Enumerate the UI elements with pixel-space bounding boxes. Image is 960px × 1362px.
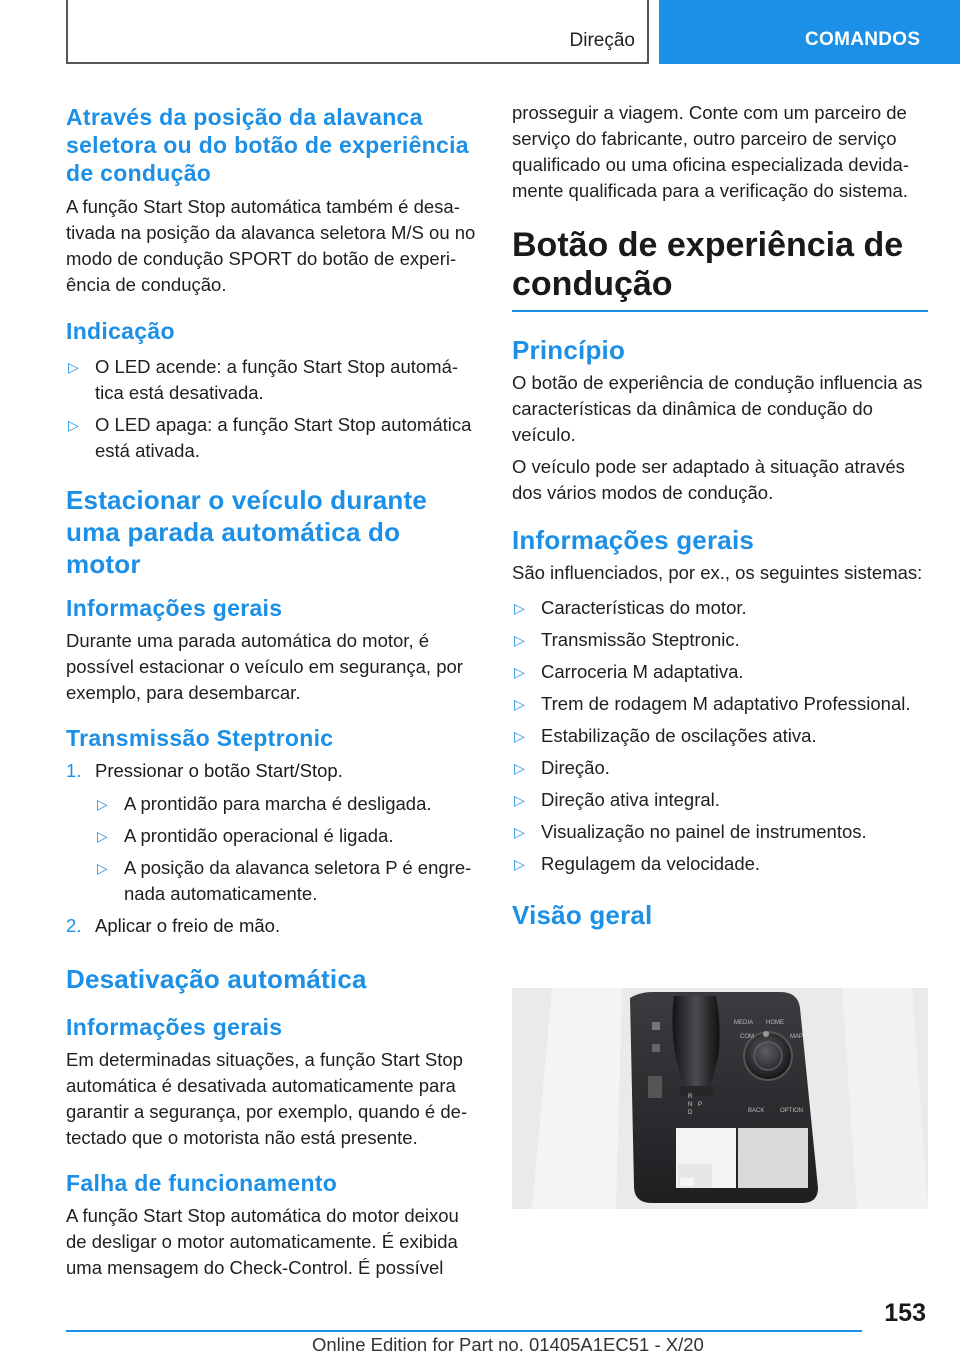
svg-text:COM: COM bbox=[740, 1034, 754, 1040]
svg-text:OPTION: OPTION bbox=[780, 1108, 804, 1114]
heading-principio: Princípio bbox=[512, 335, 626, 365]
step-number: 1. bbox=[66, 760, 82, 781]
triangle-right-icon: ▷ bbox=[514, 792, 525, 808]
header-chapter-tab: COMANDOS bbox=[659, 0, 960, 64]
paragraph-principio-2: O veículo pode ser adaptado à situação através dos vários modos de condução. bbox=[512, 456, 905, 503]
list-item: ▷ O LED acende: a função Start Stop automática está desativada. bbox=[68, 356, 459, 403]
list-item: ▷ A prontidão para marcha é desligada. bbox=[95, 791, 480, 817]
list-item: ▷ A posição da alavanca seletora P é engrenada automaticamente. bbox=[97, 857, 472, 904]
triangle-right-icon: ▷ bbox=[514, 600, 525, 616]
svg-text:MEDIA: MEDIA bbox=[734, 1020, 754, 1026]
heading-estacionar: Estacionar o veículo durante uma parada automática do motor bbox=[66, 485, 428, 579]
triangle-right-icon: ▷ bbox=[68, 359, 79, 375]
heading-botao-experiencia: Botão de experiência de condução bbox=[512, 226, 904, 303]
heading-informacoes-gerais-3: Informações gerais bbox=[512, 525, 755, 555]
list-item: ▷ Direção. bbox=[512, 755, 928, 781]
triangle-right-icon: ▷ bbox=[514, 664, 525, 680]
header-section-title: Direção bbox=[569, 30, 635, 51]
paragraph-alavanca: A função Start Stop automática também é desativada na posição da alavanca seletora M/S ou no modo de condução SPORT do botão de experiência de condução. bbox=[66, 196, 476, 295]
paragraph-principio-1: O botão de experiência de condução influencia as características da dinâmica de condução do veículo. bbox=[512, 372, 923, 445]
paragraph-falha: A função Start Stop automática do motor deixou de desligar o motor automaticamente. É exibida uma mensagem do Check-Control. É possível bbox=[66, 1205, 459, 1278]
heading-transmissao: Transmissão Steptronic bbox=[66, 725, 334, 751]
paragraph-informacoes-2: Em determinadas situações, a função Start Stop automática é desativada automaticamente para garantir a segurança, por exemplo, quando é detectado que o motorista não está presente. bbox=[66, 1049, 468, 1148]
triangle-right-icon: ▷ bbox=[514, 856, 525, 872]
heading-visao-geral: Visão geral bbox=[512, 900, 653, 930]
step-number: 2. bbox=[66, 915, 82, 936]
triangle-right-icon: ▷ bbox=[68, 417, 79, 433]
step-text: Aplicar o freio de mão. bbox=[95, 915, 281, 936]
list-item: ▷ Regulagem da velocidade. bbox=[512, 851, 928, 877]
footer-edition: Online Edition for Part no. 01405A1EC51 - X/20 bbox=[312, 1334, 704, 1355]
page-number: 153 bbox=[884, 1299, 926, 1327]
triangle-right-icon: ▷ bbox=[97, 796, 108, 812]
footer-rule bbox=[66, 1330, 862, 1332]
svg-text:D: D bbox=[688, 1110, 693, 1116]
svg-text:HOME: HOME bbox=[766, 1020, 784, 1026]
list-item: ▷ Estabilização de oscilações ativa. bbox=[512, 723, 928, 749]
console-illustration bbox=[512, 988, 928, 1209]
heading-desativacao: Desativação automática bbox=[66, 964, 367, 994]
triangle-right-icon: ▷ bbox=[514, 728, 525, 744]
center-console-photo bbox=[512, 988, 928, 1209]
list-item: ▷ Características do motor. bbox=[512, 595, 928, 621]
heading-indicacao: Indicação bbox=[66, 318, 175, 344]
list-item: ▷ A prontidão operacional é ligada. bbox=[95, 823, 480, 849]
triangle-right-icon: ▷ bbox=[514, 632, 525, 648]
svg-text:N: N bbox=[688, 1102, 693, 1108]
right-column bbox=[512, 100, 928, 931]
svg-text:BACK: BACK bbox=[748, 1108, 765, 1114]
paragraph-continuacao: prosseguir a viagem. Conte com um parceiro de serviço do fabricante, outro parceiro de serviço qualificado ou uma oficina especializada devidamente qualificada para a verificação do sistema. bbox=[512, 102, 909, 201]
sistemas-list bbox=[512, 595, 928, 877]
svg-text:R: R bbox=[688, 1094, 693, 1100]
substeps-list bbox=[95, 791, 480, 907]
step-item bbox=[66, 758, 480, 907]
heading-alavanca: Através da posição da alavanca seletora ou do botão de experiência de condução bbox=[66, 104, 469, 186]
svg-text:MAP: MAP bbox=[790, 1034, 804, 1040]
steps-list bbox=[66, 758, 480, 939]
list-item: ▷ Visualização no painel de instrumentos. bbox=[512, 819, 928, 845]
heading-informacoes-gerais-2: Informações gerais bbox=[66, 1014, 283, 1040]
svg-text:P: P bbox=[698, 1102, 703, 1108]
triangle-right-icon: ▷ bbox=[514, 696, 525, 712]
indicacao-list bbox=[66, 354, 480, 464]
list-item: ▷ Trem de rodagem M adaptativo Professional. bbox=[512, 691, 928, 717]
header-section-box bbox=[66, 0, 649, 64]
heading-falha: Falha de funcionamento bbox=[66, 1170, 338, 1196]
paragraph-informacoes-3: São influenciados, por ex., os seguintes sistemas: bbox=[512, 562, 923, 583]
step-text: Pressionar o botão Start/Stop. bbox=[95, 760, 343, 781]
list-item: ▷ Carroceria M adaptativa. bbox=[512, 659, 928, 685]
paragraph-informacoes-1: Durante uma parada automática do motor, é possível estacionar o veículo em segurança, por exemplo, para desembarcar. bbox=[66, 630, 463, 703]
list-item: ▷ Direção ativa integral. bbox=[512, 787, 928, 813]
heading-rule bbox=[512, 310, 928, 312]
list-item: ▷ O LED apaga: a função Start Stop automática está ativada. bbox=[68, 414, 472, 461]
list-item: ▷ Transmissão Steptronic. bbox=[512, 627, 928, 653]
left-column bbox=[66, 100, 480, 1281]
triangle-right-icon: ▷ bbox=[97, 828, 108, 844]
step-item bbox=[66, 913, 480, 939]
triangle-right-icon: ▷ bbox=[97, 860, 108, 876]
heading-informacoes-gerais-1: Informações gerais bbox=[66, 595, 283, 621]
triangle-right-icon: ▷ bbox=[514, 824, 525, 840]
triangle-right-icon: ▷ bbox=[514, 760, 525, 776]
